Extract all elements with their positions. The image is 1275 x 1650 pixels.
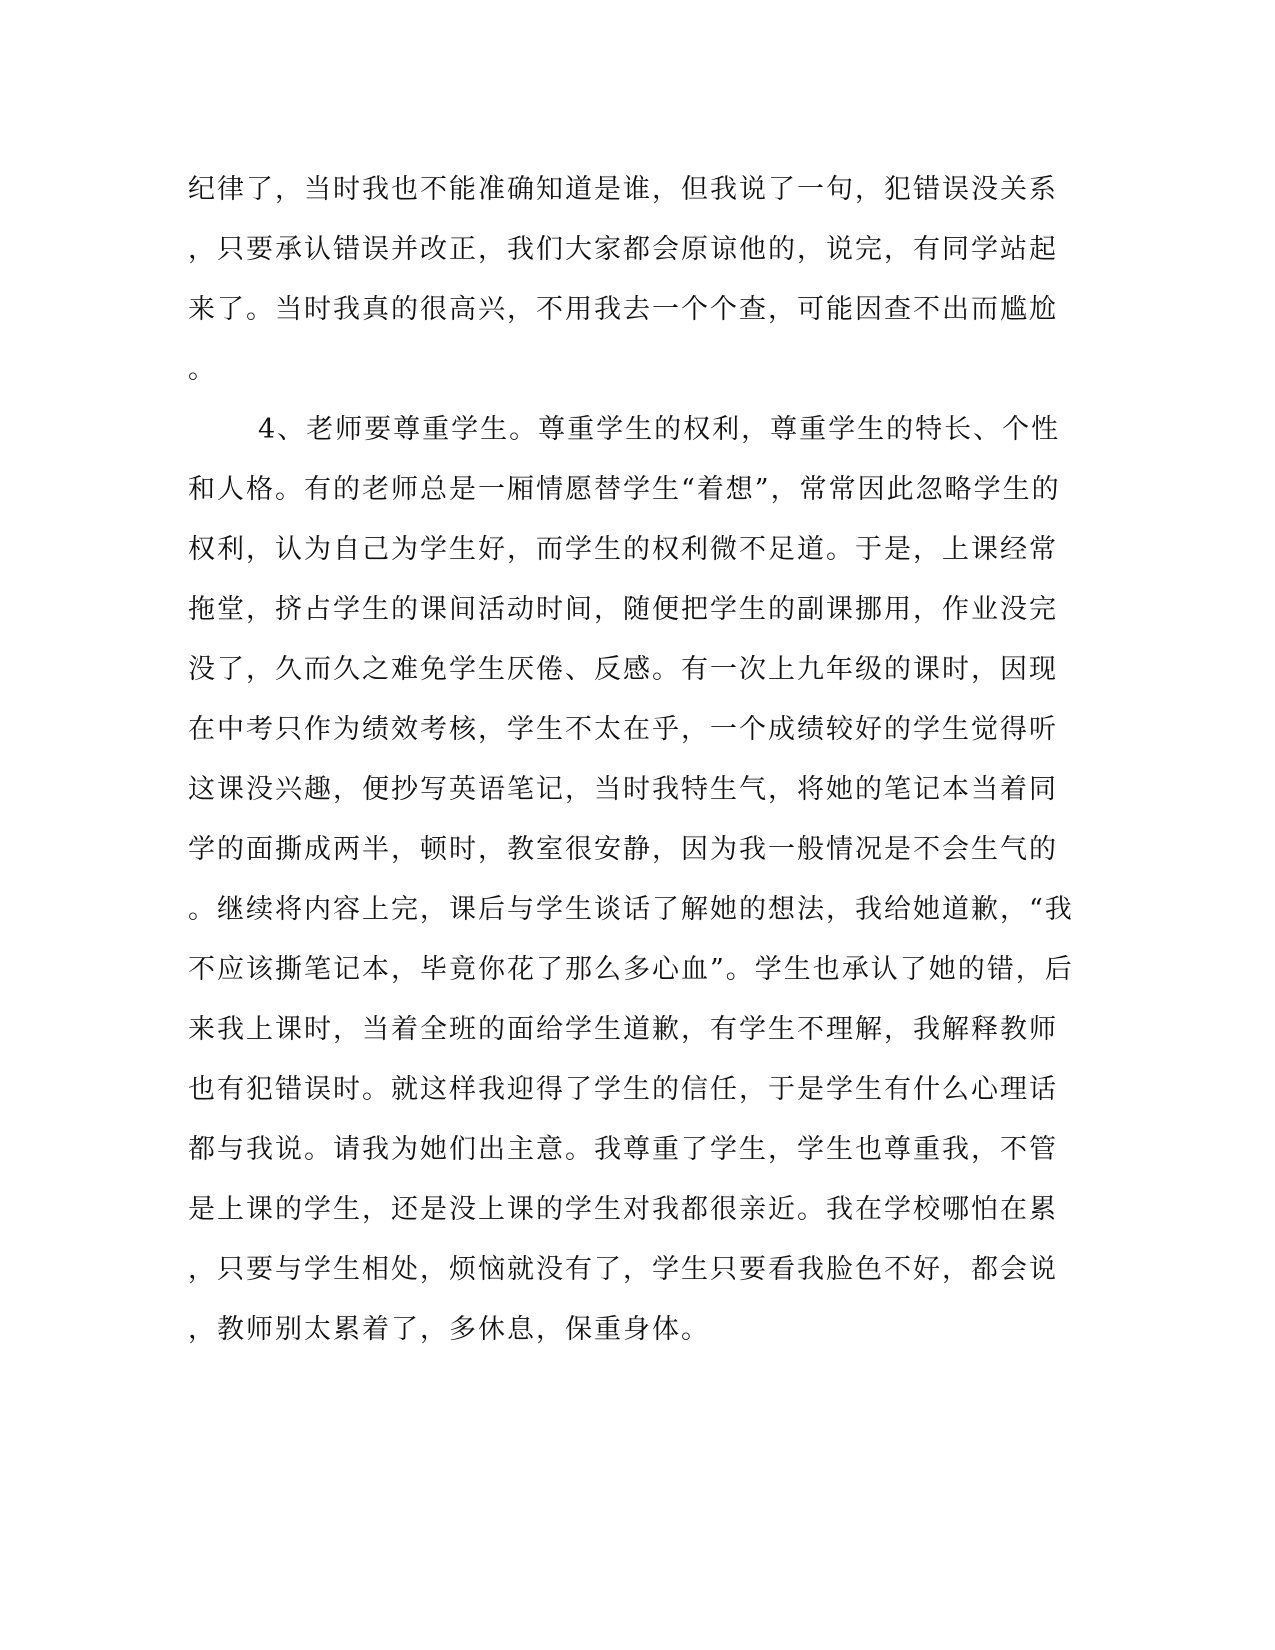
text-line: 。继续将内容上完，课后与学生谈话了解她的想法，我给她道歉，“我 bbox=[188, 894, 1074, 925]
text-line: ，只要与学生相处，烦恼就没有了，学生只要看我脸色不好，都会说 bbox=[188, 1254, 1058, 1285]
text-line: ，只要承认错误并改正，我们大家都会原谅他的，说完，有同学站起 bbox=[188, 234, 1058, 265]
text-line: 和人格。有的老师总是一厢情愿替学生“着想”，常常因此忽略学生的 bbox=[188, 474, 1061, 505]
text-line: 在中考只作为绩效考核，学生不太在乎，一个成绩较好的学生觉得听 bbox=[188, 714, 1058, 745]
text-line: 也有犯错误时。就这样我迎得了学生的信任，于是学生有什么心理话 bbox=[188, 1074, 1058, 1105]
text-line: 来我上课时，当着全班的面给学生道歉，有学生不理解，我解释教师 bbox=[188, 1014, 1058, 1045]
paragraph-start-line: 4、老师要尊重学生。尊重学生的权利，尊重学生的特长、个性 bbox=[258, 414, 1061, 445]
text-line: 都与我说。请我为她们出主意。我尊重了学生，学生也尊重我，不管 bbox=[188, 1134, 1058, 1165]
text-line: 是上课的学生，还是没上课的学生对我都很亲近。我在学校哪怕在累 bbox=[188, 1194, 1058, 1225]
text-line: 拖堂，挤占学生的课间活动时间，随便把学生的副课挪用，作业没完 bbox=[188, 594, 1058, 625]
text-line: 纪律了，当时我也不能准确知道是谁，但我说了一句，犯错误没关系 bbox=[188, 174, 1058, 205]
text-line: 。 bbox=[188, 354, 217, 385]
text-line: 这课没兴趣，便抄写英语笔记，当时我特生气，将她的笔记本当着同 bbox=[188, 774, 1058, 805]
text-line: 没了，久而久之难免学生厌倦、反感。有一次上九年级的课时，因现 bbox=[188, 654, 1058, 685]
text-line: 不应该撕笔记本，毕竟你花了那么多心血”。学生也承认了她的错，后 bbox=[188, 954, 1074, 985]
text-line: 权利，认为自己为学生好，而学生的权利微不足道。于是，上课经常 bbox=[188, 534, 1058, 565]
text-line: 学的面撕成两半，顿时，教室很安静，因为我一般情况是不会生气的 bbox=[188, 834, 1058, 865]
text-line: 来了。当时我真的很高兴，不用我去一个个查，可能因查不出而尴尬 bbox=[188, 294, 1058, 325]
text-line: ，教师别太累着了，多休息，保重身体。 bbox=[188, 1314, 710, 1345]
body-text bbox=[188, 160, 1088, 1360]
